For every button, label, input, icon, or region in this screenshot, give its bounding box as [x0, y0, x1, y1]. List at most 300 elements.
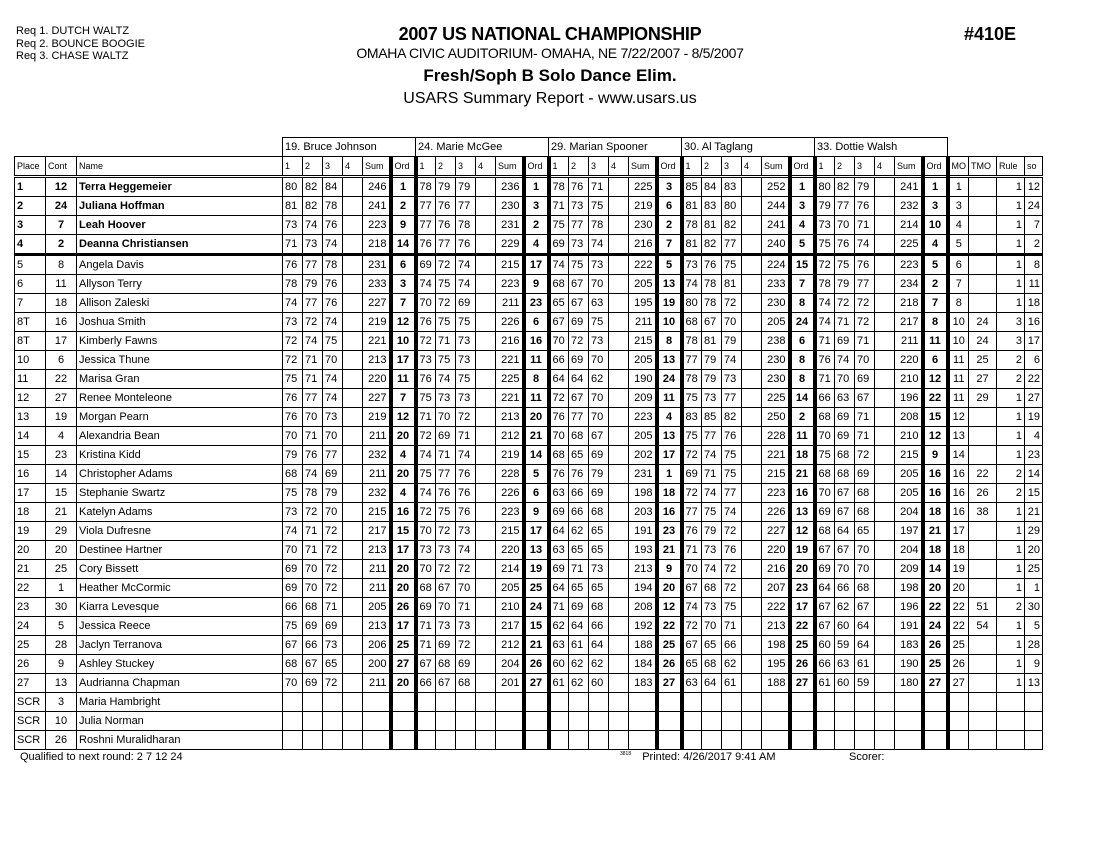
cont-cell: 28 — [46, 636, 77, 655]
ordinal-cell — [657, 693, 682, 712]
score-cell — [343, 655, 363, 674]
score-cell — [875, 503, 895, 522]
so-cell: 14 — [1025, 465, 1043, 484]
ordinal-cell: 6 — [657, 197, 682, 216]
ordinal-cell: 25 — [923, 655, 948, 674]
score-cell: 70 — [323, 351, 343, 370]
score-cell: 67 — [569, 275, 589, 294]
sum-cell: 205 — [895, 484, 923, 503]
score-cell: 67 — [569, 294, 589, 313]
ordinal-cell: 15 — [790, 255, 815, 275]
score-cell: 72 — [323, 674, 343, 693]
sum-cell: 210 — [895, 427, 923, 446]
sum-cell: 212 — [496, 427, 524, 446]
col-judge-fig-1: 1 — [416, 157, 436, 177]
col-judge-fig-4: 4 — [343, 157, 363, 177]
skater-name: Katelyn Adams — [77, 503, 283, 522]
score-cell: 72 — [323, 560, 343, 579]
table-row — [15, 712, 1043, 731]
cont-cell: 10 — [46, 712, 77, 731]
sum-cell: 227 — [363, 389, 391, 408]
score-cell — [609, 255, 629, 275]
ordinal-cell: 11 — [391, 370, 416, 389]
score-cell: 67 — [436, 579, 456, 598]
sum-cell: 227 — [762, 522, 790, 541]
score-cell — [682, 731, 702, 750]
rule-cell: 1 — [997, 389, 1025, 408]
col-judge-sum: Sum — [363, 157, 391, 177]
score-cell: 74 — [283, 294, 303, 313]
score-cell: 75 — [682, 389, 702, 408]
skater-name: Christopher Adams — [77, 465, 283, 484]
score-cell — [436, 693, 456, 712]
score-cell: 73 — [323, 636, 343, 655]
score-cell: 71 — [323, 598, 343, 617]
score-cell — [742, 636, 762, 655]
cont-cell: 18 — [46, 294, 77, 313]
score-cell: 67 — [855, 389, 875, 408]
sum-cell: 233 — [762, 275, 790, 294]
tmo-cell — [969, 712, 997, 731]
score-cell: 76 — [436, 216, 456, 235]
score-cell: 74 — [456, 275, 476, 294]
so-cell: 2 — [1025, 235, 1043, 255]
score-cell: 77 — [303, 389, 323, 408]
score-cell: 71 — [855, 216, 875, 235]
ordinal-cell: 15 — [923, 408, 948, 427]
score-cell: 70 — [416, 522, 436, 541]
col-judge-ord: Ord — [524, 157, 549, 177]
score-cell: 82 — [722, 408, 742, 427]
place-cell: 11 — [15, 370, 46, 389]
score-cell: 81 — [722, 275, 742, 294]
score-cell: 78 — [682, 370, 702, 389]
tmo-cell — [969, 197, 997, 216]
score-cell: 75 — [456, 313, 476, 332]
score-cell: 71 — [815, 370, 835, 389]
score-cell: 70 — [549, 332, 569, 351]
score-cell: 81 — [283, 197, 303, 216]
score-cell: 60 — [835, 617, 855, 636]
sum-cell: 217 — [895, 313, 923, 332]
skater-name: Jessica Thune — [77, 351, 283, 370]
score-cell: 72 — [416, 503, 436, 522]
score-cell: 67 — [682, 636, 702, 655]
score-cell — [875, 389, 895, 408]
ordinal-cell: 9 — [524, 503, 549, 522]
sum-cell: 215 — [496, 522, 524, 541]
score-cell: 67 — [549, 313, 569, 332]
rule-cell: 1 — [997, 503, 1025, 522]
score-cell — [343, 674, 363, 693]
sum-cell: 202 — [629, 446, 657, 465]
score-cell: 77 — [855, 275, 875, 294]
cont-cell: 30 — [46, 598, 77, 617]
score-cell — [875, 617, 895, 636]
ordinal-cell: 1 — [923, 177, 948, 197]
tmo-cell — [969, 255, 997, 275]
score-cell: 64 — [855, 636, 875, 655]
score-cell — [875, 579, 895, 598]
cont-cell: 21 — [46, 503, 77, 522]
score-cell — [416, 693, 436, 712]
so-cell: 13 — [1025, 674, 1043, 693]
score-cell: 65 — [569, 446, 589, 465]
score-cell: 75 — [283, 484, 303, 503]
score-cell — [742, 446, 762, 465]
score-cell: 72 — [855, 294, 875, 313]
score-cell: 75 — [323, 332, 343, 351]
sum-cell: 223 — [762, 484, 790, 503]
score-cell — [875, 693, 895, 712]
score-cell — [742, 655, 762, 674]
place-cell: 18 — [15, 503, 46, 522]
score-cell: 76 — [323, 216, 343, 235]
score-cell: 76 — [456, 484, 476, 503]
ordinal-cell: 19 — [790, 541, 815, 560]
place-cell: 10 — [15, 351, 46, 370]
score-cell: 76 — [456, 503, 476, 522]
mo-cell: 4 — [948, 216, 969, 235]
score-cell: 73 — [283, 216, 303, 235]
score-cell — [343, 579, 363, 598]
score-cell: 72 — [283, 332, 303, 351]
score-cell — [343, 636, 363, 655]
score-cell — [476, 216, 496, 235]
score-cell: 68 — [702, 655, 722, 674]
ordinal-cell: 11 — [524, 351, 549, 370]
score-cell: 75 — [416, 389, 436, 408]
so-cell: 21 — [1025, 503, 1043, 522]
score-cell: 71 — [722, 617, 742, 636]
score-cell: 67 — [682, 579, 702, 598]
score-cell — [343, 712, 363, 731]
score-cell: 76 — [456, 465, 476, 484]
ordinal-cell: 16 — [923, 465, 948, 484]
score-cell — [742, 484, 762, 503]
table-row — [15, 332, 1043, 351]
skater-name: Cory Bissett — [77, 560, 283, 579]
score-cell: 68 — [589, 503, 609, 522]
rule-cell: 1 — [997, 541, 1025, 560]
sum-cell: 216 — [629, 235, 657, 255]
score-cell: 63 — [682, 674, 702, 693]
score-cell: 82 — [303, 197, 323, 216]
score-cell — [875, 484, 895, 503]
score-cell — [569, 731, 589, 750]
score-cell: 63 — [835, 655, 855, 674]
ordinal-cell: 18 — [923, 503, 948, 522]
score-cell — [343, 560, 363, 579]
score-cell — [682, 693, 702, 712]
ordinal-cell: 21 — [923, 522, 948, 541]
sum-cell: 215 — [629, 332, 657, 351]
ordinal-cell: 11 — [657, 389, 682, 408]
tmo-cell: 51 — [969, 598, 997, 617]
cont-cell: 14 — [46, 465, 77, 484]
score-cell: 74 — [323, 235, 343, 255]
score-cell: 71 — [456, 598, 476, 617]
requirements-list — [16, 25, 145, 63]
mo-cell: 7 — [948, 275, 969, 294]
table-row — [15, 216, 1043, 235]
cont-cell: 19 — [46, 408, 77, 427]
score-cell: 76 — [722, 541, 742, 560]
score-cell: 69 — [456, 294, 476, 313]
tmo-cell: 24 — [969, 313, 997, 332]
score-cell: 71 — [549, 598, 569, 617]
score-cell: 64 — [815, 579, 835, 598]
tmo-cell — [969, 235, 997, 255]
mo-cell: 16 — [948, 465, 969, 484]
score-cell: 68 — [815, 408, 835, 427]
rule-cell: 1 — [997, 427, 1025, 446]
skater-name: Kristina Kidd — [77, 446, 283, 465]
ordinal-cell: 12 — [790, 522, 815, 541]
score-cell — [742, 541, 762, 560]
sum-cell — [363, 731, 391, 750]
sum-cell: 244 — [762, 197, 790, 216]
score-cell: 70 — [456, 579, 476, 598]
score-cell — [476, 712, 496, 731]
score-cell: 74 — [323, 389, 343, 408]
sum-cell: 196 — [895, 598, 923, 617]
score-cell — [343, 177, 363, 197]
skater-name: Terra Heggemeier — [77, 177, 283, 197]
score-cell: 80 — [283, 177, 303, 197]
score-cell — [589, 731, 609, 750]
sum-cell: 230 — [496, 197, 524, 216]
sum-cell: 225 — [629, 177, 657, 197]
score-cell — [343, 294, 363, 313]
skater-name: Kimberly Fawns — [77, 332, 283, 351]
score-cell: 77 — [416, 197, 436, 216]
score-cell: 64 — [835, 522, 855, 541]
score-cell — [343, 332, 363, 351]
score-cell: 81 — [682, 197, 702, 216]
score-cell: 72 — [456, 408, 476, 427]
score-cell: 73 — [436, 541, 456, 560]
place-cell: 24 — [15, 617, 46, 636]
score-cell — [476, 541, 496, 560]
cont-cell: 20 — [46, 541, 77, 560]
score-cell: 75 — [283, 370, 303, 389]
sum-cell: 211 — [363, 579, 391, 598]
place-cell: 27 — [15, 674, 46, 693]
ordinal-cell — [923, 693, 948, 712]
score-cell: 74 — [303, 216, 323, 235]
score-cell: 70 — [283, 541, 303, 560]
score-cell: 84 — [702, 177, 722, 197]
score-cell: 77 — [456, 197, 476, 216]
score-cell — [343, 351, 363, 370]
score-cell: 75 — [456, 370, 476, 389]
col-so: so — [1025, 157, 1043, 177]
score-cell: 71 — [456, 427, 476, 446]
score-cell: 75 — [682, 427, 702, 446]
tmo-cell — [969, 731, 997, 750]
sum-cell: 214 — [895, 216, 923, 235]
rule-cell: 2 — [997, 465, 1025, 484]
score-cell: 65 — [682, 655, 702, 674]
score-cell: 72 — [323, 579, 343, 598]
score-cell: 70 — [303, 560, 323, 579]
score-cell — [609, 427, 629, 446]
ordinal-cell: 12 — [923, 370, 948, 389]
ordinal-cell: 12 — [923, 427, 948, 446]
sum-cell: 201 — [496, 674, 524, 693]
score-cell — [343, 389, 363, 408]
sum-cell — [496, 712, 524, 731]
score-cell: 67 — [283, 636, 303, 655]
ordinal-cell: 22 — [923, 389, 948, 408]
score-cell: 69 — [569, 313, 589, 332]
so-cell: 7 — [1025, 216, 1043, 235]
ordinal-cell: 21 — [657, 541, 682, 560]
score-cell: 70 — [283, 674, 303, 693]
score-cell: 73 — [815, 216, 835, 235]
score-cell: 64 — [569, 617, 589, 636]
score-cell — [476, 427, 496, 446]
ordinal-cell — [923, 731, 948, 750]
sum-cell: 212 — [496, 636, 524, 655]
ordinal-cell: 1 — [790, 177, 815, 197]
score-cell — [609, 197, 629, 216]
ordinal-cell: 16 — [524, 332, 549, 351]
score-cell: 78 — [702, 294, 722, 313]
so-cell: 29 — [1025, 522, 1043, 541]
so-cell: 5 — [1025, 617, 1043, 636]
score-cell — [875, 216, 895, 235]
col-judge-fig-1: 1 — [549, 157, 569, 177]
sum-cell: 246 — [363, 177, 391, 197]
col-judge-fig-2: 2 — [569, 157, 589, 177]
score-cell — [609, 446, 629, 465]
score-cell: 80 — [682, 294, 702, 313]
score-cell: 74 — [283, 522, 303, 541]
skater-name: Leah Hoover — [77, 216, 283, 235]
score-cell: 67 — [815, 541, 835, 560]
sum-cell: 222 — [629, 255, 657, 275]
score-cell: 75 — [436, 275, 456, 294]
sum-cell: 231 — [629, 465, 657, 484]
ordinal-cell: 25 — [790, 636, 815, 655]
score-cell: 68 — [283, 655, 303, 674]
score-cell: 68 — [303, 598, 323, 617]
cont-cell: 16 — [46, 313, 77, 332]
score-cell — [742, 427, 762, 446]
score-cell: 75 — [835, 255, 855, 275]
place-cell: 13 — [15, 408, 46, 427]
col-judge-fig-3: 3 — [456, 157, 476, 177]
sum-cell: 191 — [629, 522, 657, 541]
score-cell — [609, 503, 629, 522]
score-cell — [609, 712, 629, 731]
col-judge-ord: Ord — [391, 157, 416, 177]
col-judge-fig-3: 3 — [722, 157, 742, 177]
score-cell: 67 — [815, 598, 835, 617]
score-cell: 72 — [456, 636, 476, 655]
score-cell — [323, 731, 343, 750]
score-cell: 61 — [569, 636, 589, 655]
sum-cell: 223 — [363, 216, 391, 235]
score-cell: 69 — [303, 617, 323, 636]
ordinal-cell: 26 — [790, 655, 815, 674]
score-cell: 74 — [323, 313, 343, 332]
score-cell — [589, 693, 609, 712]
score-cell: 69 — [303, 674, 323, 693]
score-cell — [742, 579, 762, 598]
score-cell: 71 — [549, 197, 569, 216]
ordinal-cell: 20 — [657, 579, 682, 598]
ordinal-cell: 3 — [524, 197, 549, 216]
table-row — [15, 389, 1043, 408]
score-cell: 74 — [303, 465, 323, 484]
score-cell: 71 — [416, 617, 436, 636]
score-cell: 69 — [815, 503, 835, 522]
tmo-cell — [969, 275, 997, 294]
requirement-1: Req 1. DUTCH WALTZ — [16, 25, 130, 37]
score-cell: 75 — [702, 503, 722, 522]
score-cell — [875, 408, 895, 427]
score-cell: 78 — [303, 484, 323, 503]
score-cell — [875, 541, 895, 560]
skater-name: Roshni Muralidharan — [77, 731, 283, 750]
ordinal-cell: 20 — [524, 408, 549, 427]
sum-cell: 195 — [629, 294, 657, 313]
ordinal-cell: 22 — [923, 598, 948, 617]
score-cell: 68 — [436, 655, 456, 674]
score-cell: 66 — [283, 598, 303, 617]
sum-cell: 204 — [496, 655, 524, 674]
sum-cell — [629, 693, 657, 712]
sum-cell: 226 — [762, 503, 790, 522]
score-cell: 71 — [702, 465, 722, 484]
ordinal-cell: 24 — [790, 313, 815, 332]
tmo-cell — [969, 427, 997, 446]
score-cell: 72 — [323, 522, 343, 541]
score-cell: 85 — [682, 177, 702, 197]
sum-cell: 213 — [496, 408, 524, 427]
mo-cell: 8 — [948, 294, 969, 313]
col-judge-ord: Ord — [790, 157, 815, 177]
score-cell: 77 — [702, 427, 722, 446]
score-cell: 64 — [549, 579, 569, 598]
place-cell: 22 — [15, 579, 46, 598]
score-cell — [722, 693, 742, 712]
ordinal-cell: 7 — [391, 294, 416, 313]
cont-cell: 5 — [46, 617, 77, 636]
score-cell: 70 — [682, 560, 702, 579]
ordinal-cell: 20 — [391, 579, 416, 598]
score-cell: 73 — [436, 617, 456, 636]
sum-cell: 208 — [629, 598, 657, 617]
rule-cell: 1 — [997, 177, 1025, 197]
score-cell — [875, 332, 895, 351]
mo-cell: 3 — [948, 197, 969, 216]
score-cell: 75 — [722, 465, 742, 484]
score-cell: 67 — [815, 617, 835, 636]
cont-cell: 22 — [46, 370, 77, 389]
ordinal-cell: 3 — [657, 177, 682, 197]
ordinal-cell: 16 — [391, 503, 416, 522]
ordinal-cell: 17 — [391, 617, 416, 636]
skater-name: Viola Dufresne — [77, 522, 283, 541]
score-cell: 65 — [569, 579, 589, 598]
score-cell — [815, 712, 835, 731]
ordinal-cell: 2 — [391, 197, 416, 216]
sum-cell — [762, 731, 790, 750]
